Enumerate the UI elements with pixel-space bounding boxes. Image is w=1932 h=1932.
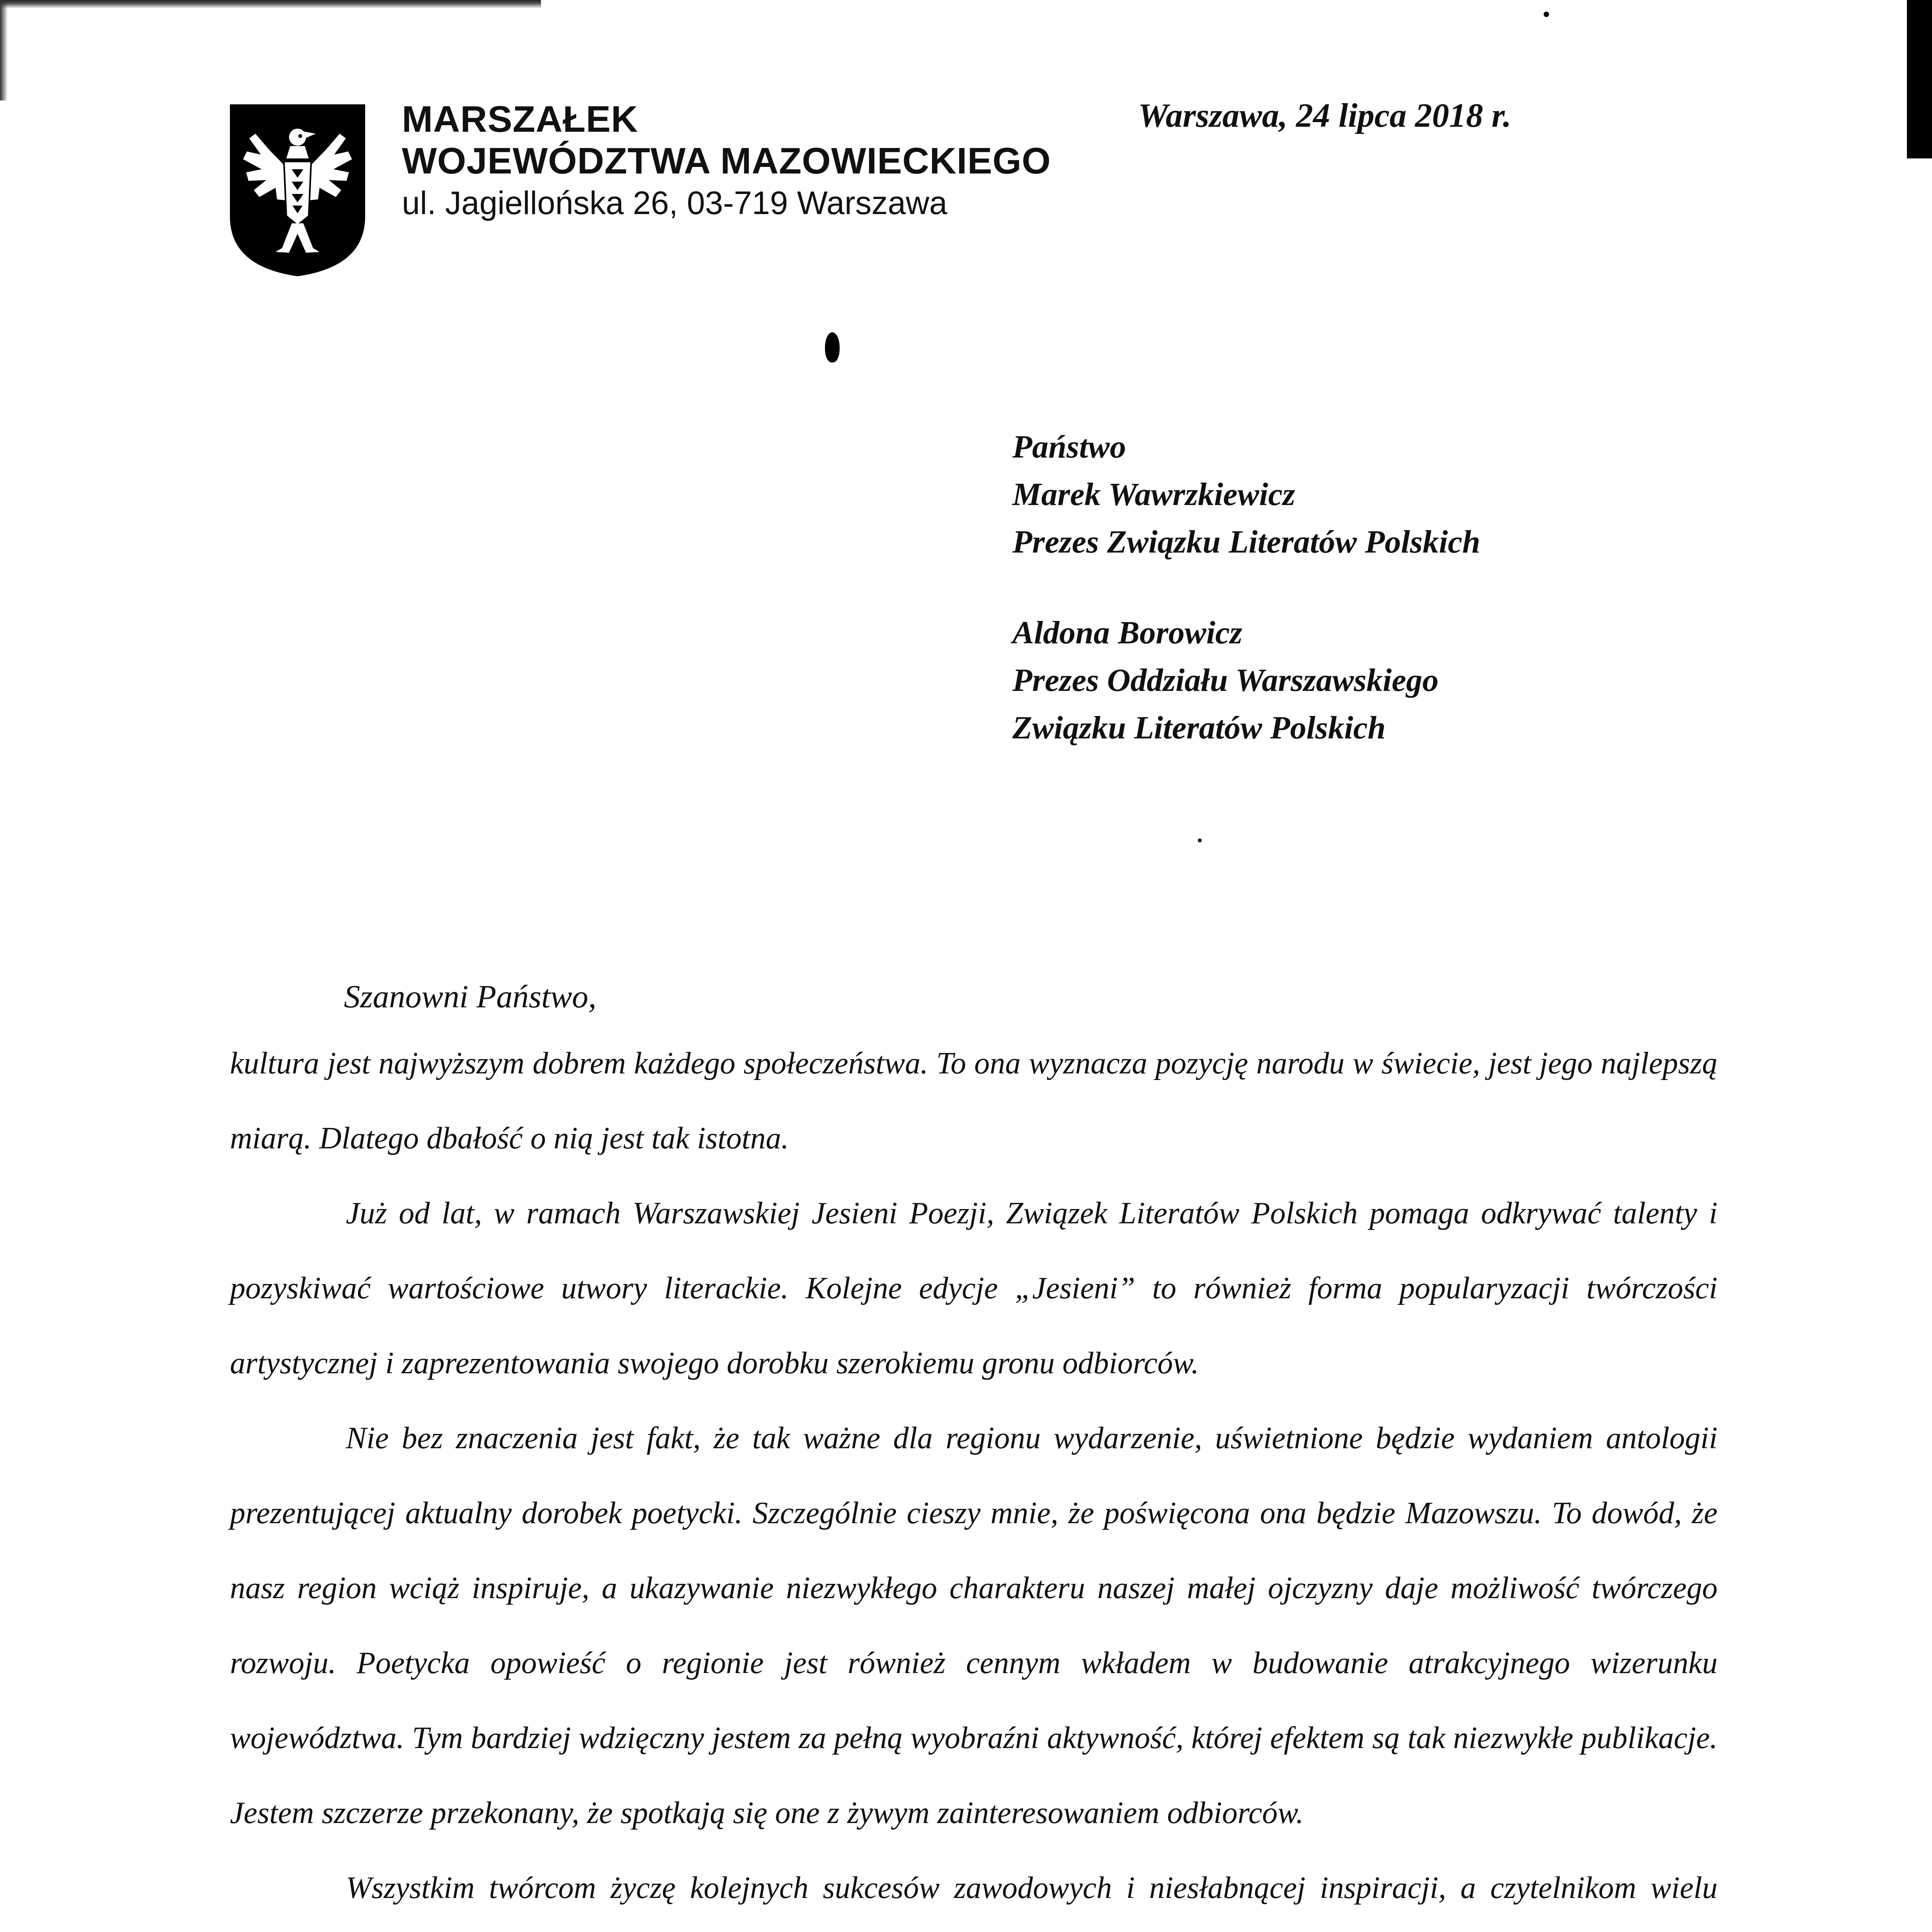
org-address: ul. Jagiellońska 26, 03-719 Warszawa bbox=[402, 185, 947, 221]
sender-header bbox=[402, 99, 1136, 224]
body-paragraph: Nie bez znaczenia jest fakt, że tak ważne dla regionu wydarzenie, uświetnione będzie wydaniem antologii prezentującej aktualny dorobek poetycki. Szczególnie cieszy mnie, że poświęcona ona będzie Mazowszu. To dowód, że nasz region wciąż inspiruje, a ukazywanie niezwykłego charakteru naszej małej ojczyzny daje możliwość twórczego rozwoju. Poetycka opowieść o regionie jest również cennym wkładem w budowanie atrakcyjnego wizerunku województwa. Tym bardziej wdzięczny jestem za pełną wyobraźni aktywność, której efektem są tak niezwykłe publikacje. Jestem szczerze przekonany, że spotkają się one z żywym zainteresowaniem odbiorców. bbox=[230, 1421, 1718, 1830]
scan-edge-top bbox=[0, 0, 541, 9]
coat-of-arms-icon bbox=[226, 100, 369, 278]
addressee-line: Marek Wawrzkiewicz bbox=[1012, 476, 1295, 512]
addressee-line: Prezes Oddziału Warszawskiego bbox=[1012, 662, 1439, 698]
scan-speck bbox=[1198, 838, 1202, 842]
org-name-line-1: MARSZAŁEK bbox=[402, 99, 638, 140]
body-paragraph: Już od lat, w ramach Warszawskiej Jesieni Poezji, Związek Literatów Polskich pomaga odkrywać talenty i pozyskiwać wartościowe utwory literackie. Kolejne edycje „Jesieni” to również forma popularyzacji twórczości artystycznej i zaprezentowania swojego dorobku szerokiemu gronu odbiorców. bbox=[230, 1196, 1718, 1380]
scan-bar-right bbox=[1907, 0, 1932, 158]
addressee-line: Aldona Borowicz bbox=[1012, 615, 1243, 651]
addressee-line: Związku Literatów Polskich bbox=[1012, 710, 1386, 746]
letter-body bbox=[230, 1026, 1718, 1932]
body-paragraph: Wszystkim twórcom życzę kolejnych sukcesów zawodowych i niesłabnącej inspiracji, a czytelnikom wielu bbox=[346, 1871, 1718, 1905]
addressee-group bbox=[1012, 609, 1862, 752]
addressee-line: Prezes Związku Literatów Polskich bbox=[1012, 524, 1481, 560]
addressee-group bbox=[1012, 423, 1862, 566]
body-paragraph: kultura jest najwyższym dobrem każdego społeczeństwa. To ona wyznacza pozycję narodu w świecie, jest jego najlepszą miarą. Dlatego dbałość o nią jest tak istotna. bbox=[230, 1046, 1718, 1155]
letter-date: Warszawa, 24 lipca 2018 r. bbox=[1138, 97, 1512, 134]
ink-mark bbox=[825, 332, 840, 362]
scan-speck bbox=[1544, 12, 1549, 17]
salutation: Szanowni Państwo, bbox=[344, 979, 597, 1015]
scan-edge-left bbox=[0, 0, 8, 100]
addressee-block bbox=[1012, 423, 1862, 752]
addressee-line: Państwo bbox=[1012, 429, 1126, 465]
org-name-line-2: WOJEWÓDZTWA MAZOWIECKIEGO bbox=[402, 140, 1051, 182]
